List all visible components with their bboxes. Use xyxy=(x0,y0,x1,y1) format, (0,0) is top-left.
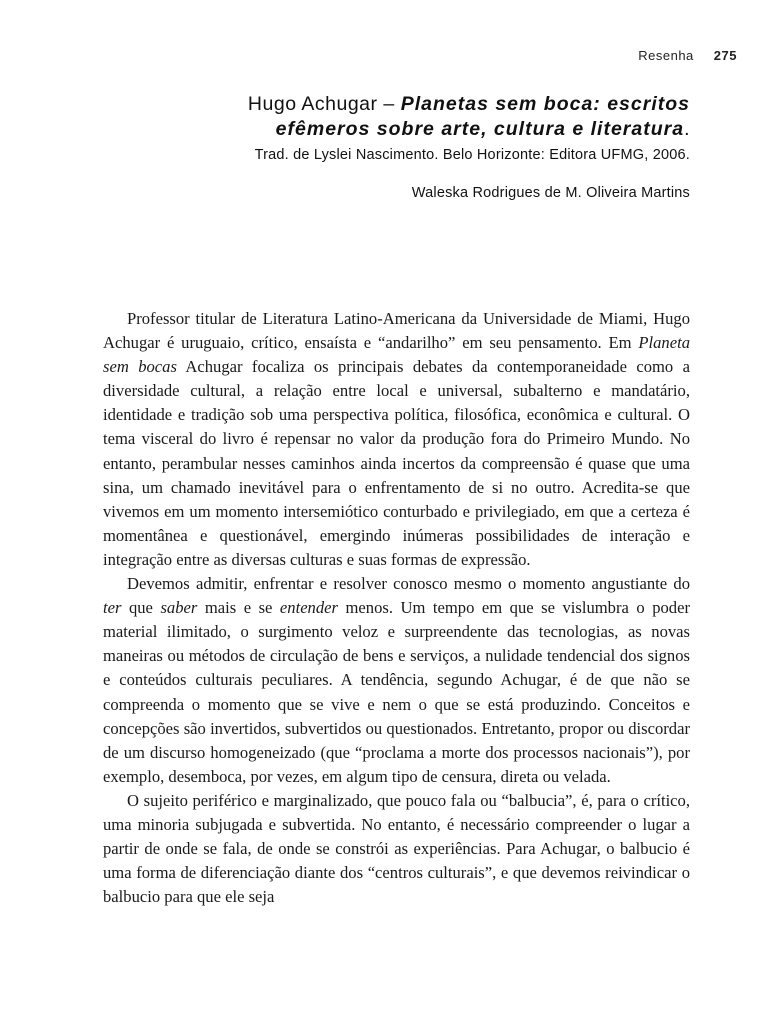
book-title-italic: Planeta sem bocas xyxy=(103,333,690,377)
paragraph-2-text-c: mais e se xyxy=(197,598,280,618)
review-heading xyxy=(150,92,690,204)
paragraph-1 xyxy=(103,307,690,572)
italic-entender: entender xyxy=(279,598,338,618)
paragraph-1-text-a: Professor titular de Literatura Latino-Americana da Universidade de Miami, Hugo Achugar é uruguaio, crítico, ensaísta e “andarilho” em seu pensamento. Em xyxy=(103,309,690,353)
article-body xyxy=(103,307,690,909)
italic-saber: saber xyxy=(160,598,198,618)
page-number: 275 xyxy=(713,48,737,63)
book-title-part-1: Planetas sem boca: escritos xyxy=(400,93,690,115)
book-title-part-2: efêmeros sobre arte, cultura e literatura xyxy=(275,118,685,140)
paragraph-1-text-b: Achugar focaliza os principais debates da contemporaneidade como a diversidade cultural, a relação entre local e universal, subalterno e mandatário, identidade e tradição sob uma perspectiva política, filosófica, econômica e cultural. O tema visceral do livro é repensar no valor da produção fora do Primeiro Mundo. No entanto, perambular nesses caminhos ainda incertos da compreensão é quase que uma sina, um chamado inevitável para o enfrentamento de si no outro. Acredita-se que vivemos em um momento intersemiótico conturbado e privilegiado, em que a certeza é momentânea e questionável, emergindo inúmeras possibilidades de interação e integração entre as diversas culturas e suas formas de expressão. xyxy=(103,357,690,569)
title-line-2 xyxy=(150,117,690,142)
reviewer-name: Waleska Rodrigues de M. Oliveira Martins xyxy=(411,185,690,201)
book-author: Hugo Achugar – xyxy=(247,93,401,115)
title-period: . xyxy=(684,118,690,140)
italic-ter: ter xyxy=(103,598,122,618)
paragraph-2 xyxy=(103,572,690,789)
paragraph-3: O sujeito periférico e marginalizado, que pouco fala ou “balbucia”, é, para o crítico, uma minoria subjugada e subvertida. No entanto, é necessário compreender o lugar a partir de onde se fala, de onde se constrói as experiências. Para Achugar, o balbucio é uma forma de diferenciação diante dos “centros culturais”, e que devemos reivindicar o balbucio para que ele seja xyxy=(103,790,690,907)
title-line-1 xyxy=(150,92,690,117)
paragraph-2-text-b: que xyxy=(121,598,161,618)
paragraph-2-text-a: Devemos admitir, enfrentar e resolver conosco mesmo o momento angustiante do xyxy=(127,574,690,594)
paragraph-2-text-d: menos. Um tempo em que se vislumbra o poder material ilimitado, o surgimento veloz e surpreendente das tecnologias, as novas maneiras ou métodos de circulação de bens e serviços, a nulidade tendencial dos signos e conteúdos culturais peculiares. A tendência, segundo Achugar, é de que não se compreenda o momento que se vive e nem o que se está produzindo. Conceitos e concepções são invertidos, subvertidos ou questionados. Entretanto, propor ou discordar de um discurso homogeneizado (que “proclama a morte dos processos nacionais”), por exemplo, desemboca, por vezes, em algum tipo de censura, direta ou velada. xyxy=(103,598,690,786)
section-name: Resenha xyxy=(638,48,694,63)
publication-info: Trad. de Lyslei Nascimento. Belo Horizonte: Editora UFMG, 2006. xyxy=(254,147,690,163)
running-head xyxy=(638,48,737,63)
